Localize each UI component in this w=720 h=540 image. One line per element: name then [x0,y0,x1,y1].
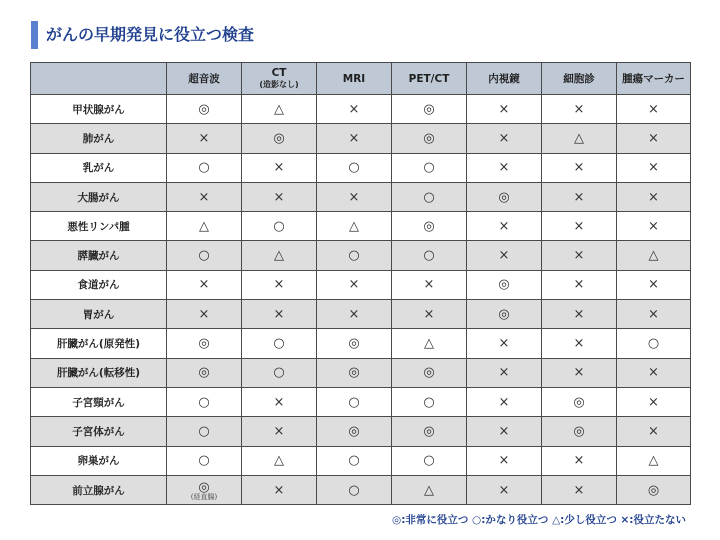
rating-cell [317,270,392,299]
rating-cell [467,241,542,270]
rating-cell [167,446,242,475]
rating-mark: △ [574,130,584,146]
rating-cell [617,387,691,416]
rating-cell [542,241,617,270]
rating-cell [467,446,542,475]
rating-cell [317,241,392,270]
cancer-type-cell: 肺がん [31,124,167,153]
rating-mark: × [498,160,510,176]
rating-cell [167,387,242,416]
rating-cell [392,475,467,504]
table-row [31,270,691,299]
rating-cell [467,270,542,299]
cancer-type-cell: 子宮体がん [31,417,167,446]
rating-mark: ◎ [423,365,435,381]
rating-cell [392,446,467,475]
rating-mark: × [273,482,285,498]
rating-cell [242,387,317,416]
rating-cell [617,475,691,504]
rating-mark: × [498,453,510,469]
rating-cell [392,417,467,446]
rating-mark: ○ [423,453,435,469]
rating-cell [392,182,467,211]
rating-mark: × [273,423,285,439]
rating-cell [167,95,242,124]
rating-cell [392,300,467,329]
cancer-type-cell: 悪性リンパ腫 [31,212,167,241]
rating-cell [617,417,691,446]
rating-cell [617,358,691,387]
cancer-type-cell: 肝臓がん(原発性) [31,329,167,358]
rating-cell [617,270,691,299]
rating-cell [242,475,317,504]
rating-mark: × [648,218,659,234]
rating-cell [242,124,317,153]
rating-mark: ○ [423,394,435,410]
table-row [31,124,691,153]
rating-mark: × [498,218,510,234]
rating-mark: ◎ [198,365,210,381]
cancer-type-cell: 子宮頸がん [31,387,167,416]
rating-mark: ◎ [348,423,360,439]
rating-cell [542,124,617,153]
rating-cell [467,387,542,416]
rating-cell [467,153,542,182]
rating-mark: × [573,453,585,469]
rating-mark: × [498,423,510,439]
rating-mark: ◎ [573,423,585,439]
table-row [31,300,691,329]
cancer-type-cell: 前立腺がん [31,475,167,504]
rating-mark: × [423,306,435,322]
column-header: MRI [317,63,392,95]
rating-mark: ○ [348,160,360,176]
rating-mark: × [573,248,585,264]
rating-mark: × [273,306,285,322]
table-row [31,153,691,182]
rating-cell [242,182,317,211]
rating-mark: ○ [198,423,210,439]
rating-mark: × [648,101,659,117]
rating-cell [392,212,467,241]
rating-cell [167,417,242,446]
table-row [31,387,691,416]
rating-mark: ○ [348,394,360,410]
column-header: PET/CT [392,63,467,95]
rating-mark: × [648,394,659,410]
rating-mark: ◎ [348,365,360,381]
cancer-type-cell: 食道がん [31,270,167,299]
table-row [31,212,691,241]
rating-cell [617,153,691,182]
rating-cell [242,300,317,329]
rating-mark: ◎ [273,130,285,146]
rating-cell [542,387,617,416]
rating-mark: × [648,130,659,146]
rating-cell [242,446,317,475]
rating-cell [167,153,242,182]
rating-mark: ○ [198,394,210,410]
table-row [31,446,691,475]
rating-mark: × [648,365,659,381]
rating-mark: ◎ [198,101,210,117]
rating-mark: × [348,101,360,117]
rating-mark: △ [199,218,209,234]
page-title: がんの早期発見に役立つ検査 [46,25,255,44]
rating-mark: × [573,277,585,293]
rating-mark: △ [424,482,434,498]
rating-cell [542,212,617,241]
rating-mark: ○ [348,248,360,264]
rating-cell [167,124,242,153]
rating-mark: × [573,482,585,498]
rating-mark: × [648,277,659,293]
rating-cell [242,153,317,182]
rating-mark: △ [274,453,284,469]
rating-mark: × [573,218,585,234]
cancer-type-cell: 膵臓がん [31,241,167,270]
cancer-type-cell: 卵巣がん [31,446,167,475]
rating-cell [542,270,617,299]
rating-cell [392,358,467,387]
rating-cell [542,182,617,211]
rating-mark: ○ [647,336,660,352]
rating-cell [467,95,542,124]
rating-mark: ◎ [498,189,510,205]
rating-cell [317,417,392,446]
rating-cell [617,329,691,358]
rating-cell [167,300,242,329]
rating-mark: ◎ [423,218,435,234]
table-row [31,95,691,124]
rating-mark: △ [274,248,284,264]
table-row [31,329,691,358]
rating-mark: ○ [273,365,285,381]
rating-mark: × [573,365,585,381]
rating-cell [317,182,392,211]
cancer-type-cell: 胃がん [31,300,167,329]
rating-cell [242,241,317,270]
table-row [31,358,691,387]
column-header: 内視鏡 [467,63,542,95]
rating-cell [542,95,617,124]
rating-mark: ○ [198,160,210,176]
rating-mark: × [498,365,510,381]
rating-mark: △ [424,336,434,352]
rating-mark: × [573,306,585,322]
cancer-type-cell: 甲状腺がん [31,95,167,124]
rating-mark: △ [274,101,284,117]
rating-cell [392,153,467,182]
rating-mark: × [498,101,510,117]
rating-mark: × [273,160,285,176]
rating-mark: ◎ [647,482,660,498]
rating-mark: ○ [423,248,435,264]
rating-mark: ◎ [423,423,435,439]
rating-mark: × [498,130,510,146]
rating-mark: × [348,306,360,322]
rating-cell [467,475,542,504]
rating-cell [467,329,542,358]
rating-cell [242,358,317,387]
rating-cell [617,241,691,270]
column-header: CT (造影なし) [242,63,317,95]
rating-mark: ◎ [498,277,510,293]
cancer-type-cell: 肝臓がん(転移性) [31,358,167,387]
rating-cell [317,124,392,153]
rating-mark: × [648,423,659,439]
rating-cell [392,241,467,270]
rating-mark: ◎ [573,394,585,410]
rating-mark: ○ [198,248,210,264]
rating-cell [467,417,542,446]
rating-cell [467,182,542,211]
rating-mark: ◎ [348,336,360,352]
rating-note: (経直腸) [190,492,218,501]
rating-cell [542,329,617,358]
rating-cell [242,329,317,358]
rating-mark: × [498,336,510,352]
rating-cell [317,358,392,387]
rating-cell [617,300,691,329]
column-header: 細胞診 [542,63,617,95]
rating-cell [392,95,467,124]
table-row [31,475,691,504]
cancer-type-cell: 大腸がん [31,182,167,211]
rating-cell [542,417,617,446]
rating-cell [317,475,392,504]
rating-cell [167,241,242,270]
rating-mark: ○ [423,160,435,176]
rating-cell [392,124,467,153]
rating-cell [542,300,617,329]
rating-mark: ◎ [423,130,435,146]
rating-mark: △ [349,218,359,234]
rating-mark: ○ [273,336,285,352]
rating-cell [167,270,242,299]
rating-mark: × [573,101,585,117]
rating-cell [542,446,617,475]
table-row [31,417,691,446]
rating-cell [617,446,691,475]
rating-cell [317,300,392,329]
rating-cell [542,153,617,182]
rating-mark: × [648,160,659,176]
rating-mark: ○ [423,189,435,205]
rating-cell [242,212,317,241]
rating-mark: × [273,277,285,293]
rating-mark: × [348,277,360,293]
table-row [31,241,691,270]
rating-cell [392,270,467,299]
rating-mark: × [273,189,285,205]
legend: ◎:非常に役立つ ○:かなり役立つ △:少し役立つ ×:役立たない [392,514,686,526]
rating-cell [317,153,392,182]
rating-cell [617,124,691,153]
rating-cell [467,358,542,387]
screening-table [30,62,691,505]
cancer-type-cell: 乳がん [31,153,167,182]
rating-cell [167,358,242,387]
rating-mark: × [573,336,585,352]
header-row [31,63,691,95]
rating-cell [617,95,691,124]
rating-cell [167,212,242,241]
rating-cell [467,124,542,153]
title-accent-bar [31,21,38,49]
rating-cell [242,417,317,446]
rating-cell [542,475,617,504]
rating-mark: ◎ [423,101,435,117]
rating-cell [317,387,392,416]
rating-cell [467,300,542,329]
rating-cell [467,212,542,241]
rating-mark: × [573,160,585,176]
rating-mark: × [198,189,210,205]
rating-mark: × [423,277,435,293]
rating-mark: × [498,482,510,498]
rating-mark: × [648,189,659,205]
rating-cell [542,358,617,387]
rating-cell [167,329,242,358]
column-header: 腫瘍マーカー [617,63,691,95]
rating-mark: ◎ [498,306,510,322]
header-blank [31,63,167,95]
rating-cell [392,329,467,358]
rating-mark: ○ [273,218,285,234]
rating-mark: × [273,394,285,410]
column-header: 超音波 [167,63,242,95]
table-row [31,182,691,211]
rating-cell [167,182,242,211]
rating-cell [392,387,467,416]
rating-mark: × [498,248,510,264]
rating-cell [317,212,392,241]
rating-mark: × [648,306,659,322]
rating-cell [242,270,317,299]
rating-mark: △ [648,248,659,264]
rating-cell [317,446,392,475]
rating-cell [617,182,691,211]
rating-mark: ○ [348,453,360,469]
rating-mark: × [198,130,210,146]
rating-cell [242,95,317,124]
rating-mark: ◎ [198,336,210,352]
rating-mark: × [573,189,585,205]
rating-mark: ◎ [198,479,210,495]
rating-mark: × [348,130,360,146]
rating-mark: × [498,394,510,410]
rating-cell [317,329,392,358]
rating-mark: × [198,277,210,293]
rating-mark: △ [648,453,659,469]
rating-mark: × [198,306,210,322]
rating-cell [617,212,691,241]
rating-cell [167,475,242,504]
rating-mark: ○ [198,453,210,469]
rating-mark: ○ [348,482,360,498]
rating-mark: × [348,189,360,205]
rating-cell [317,95,392,124]
